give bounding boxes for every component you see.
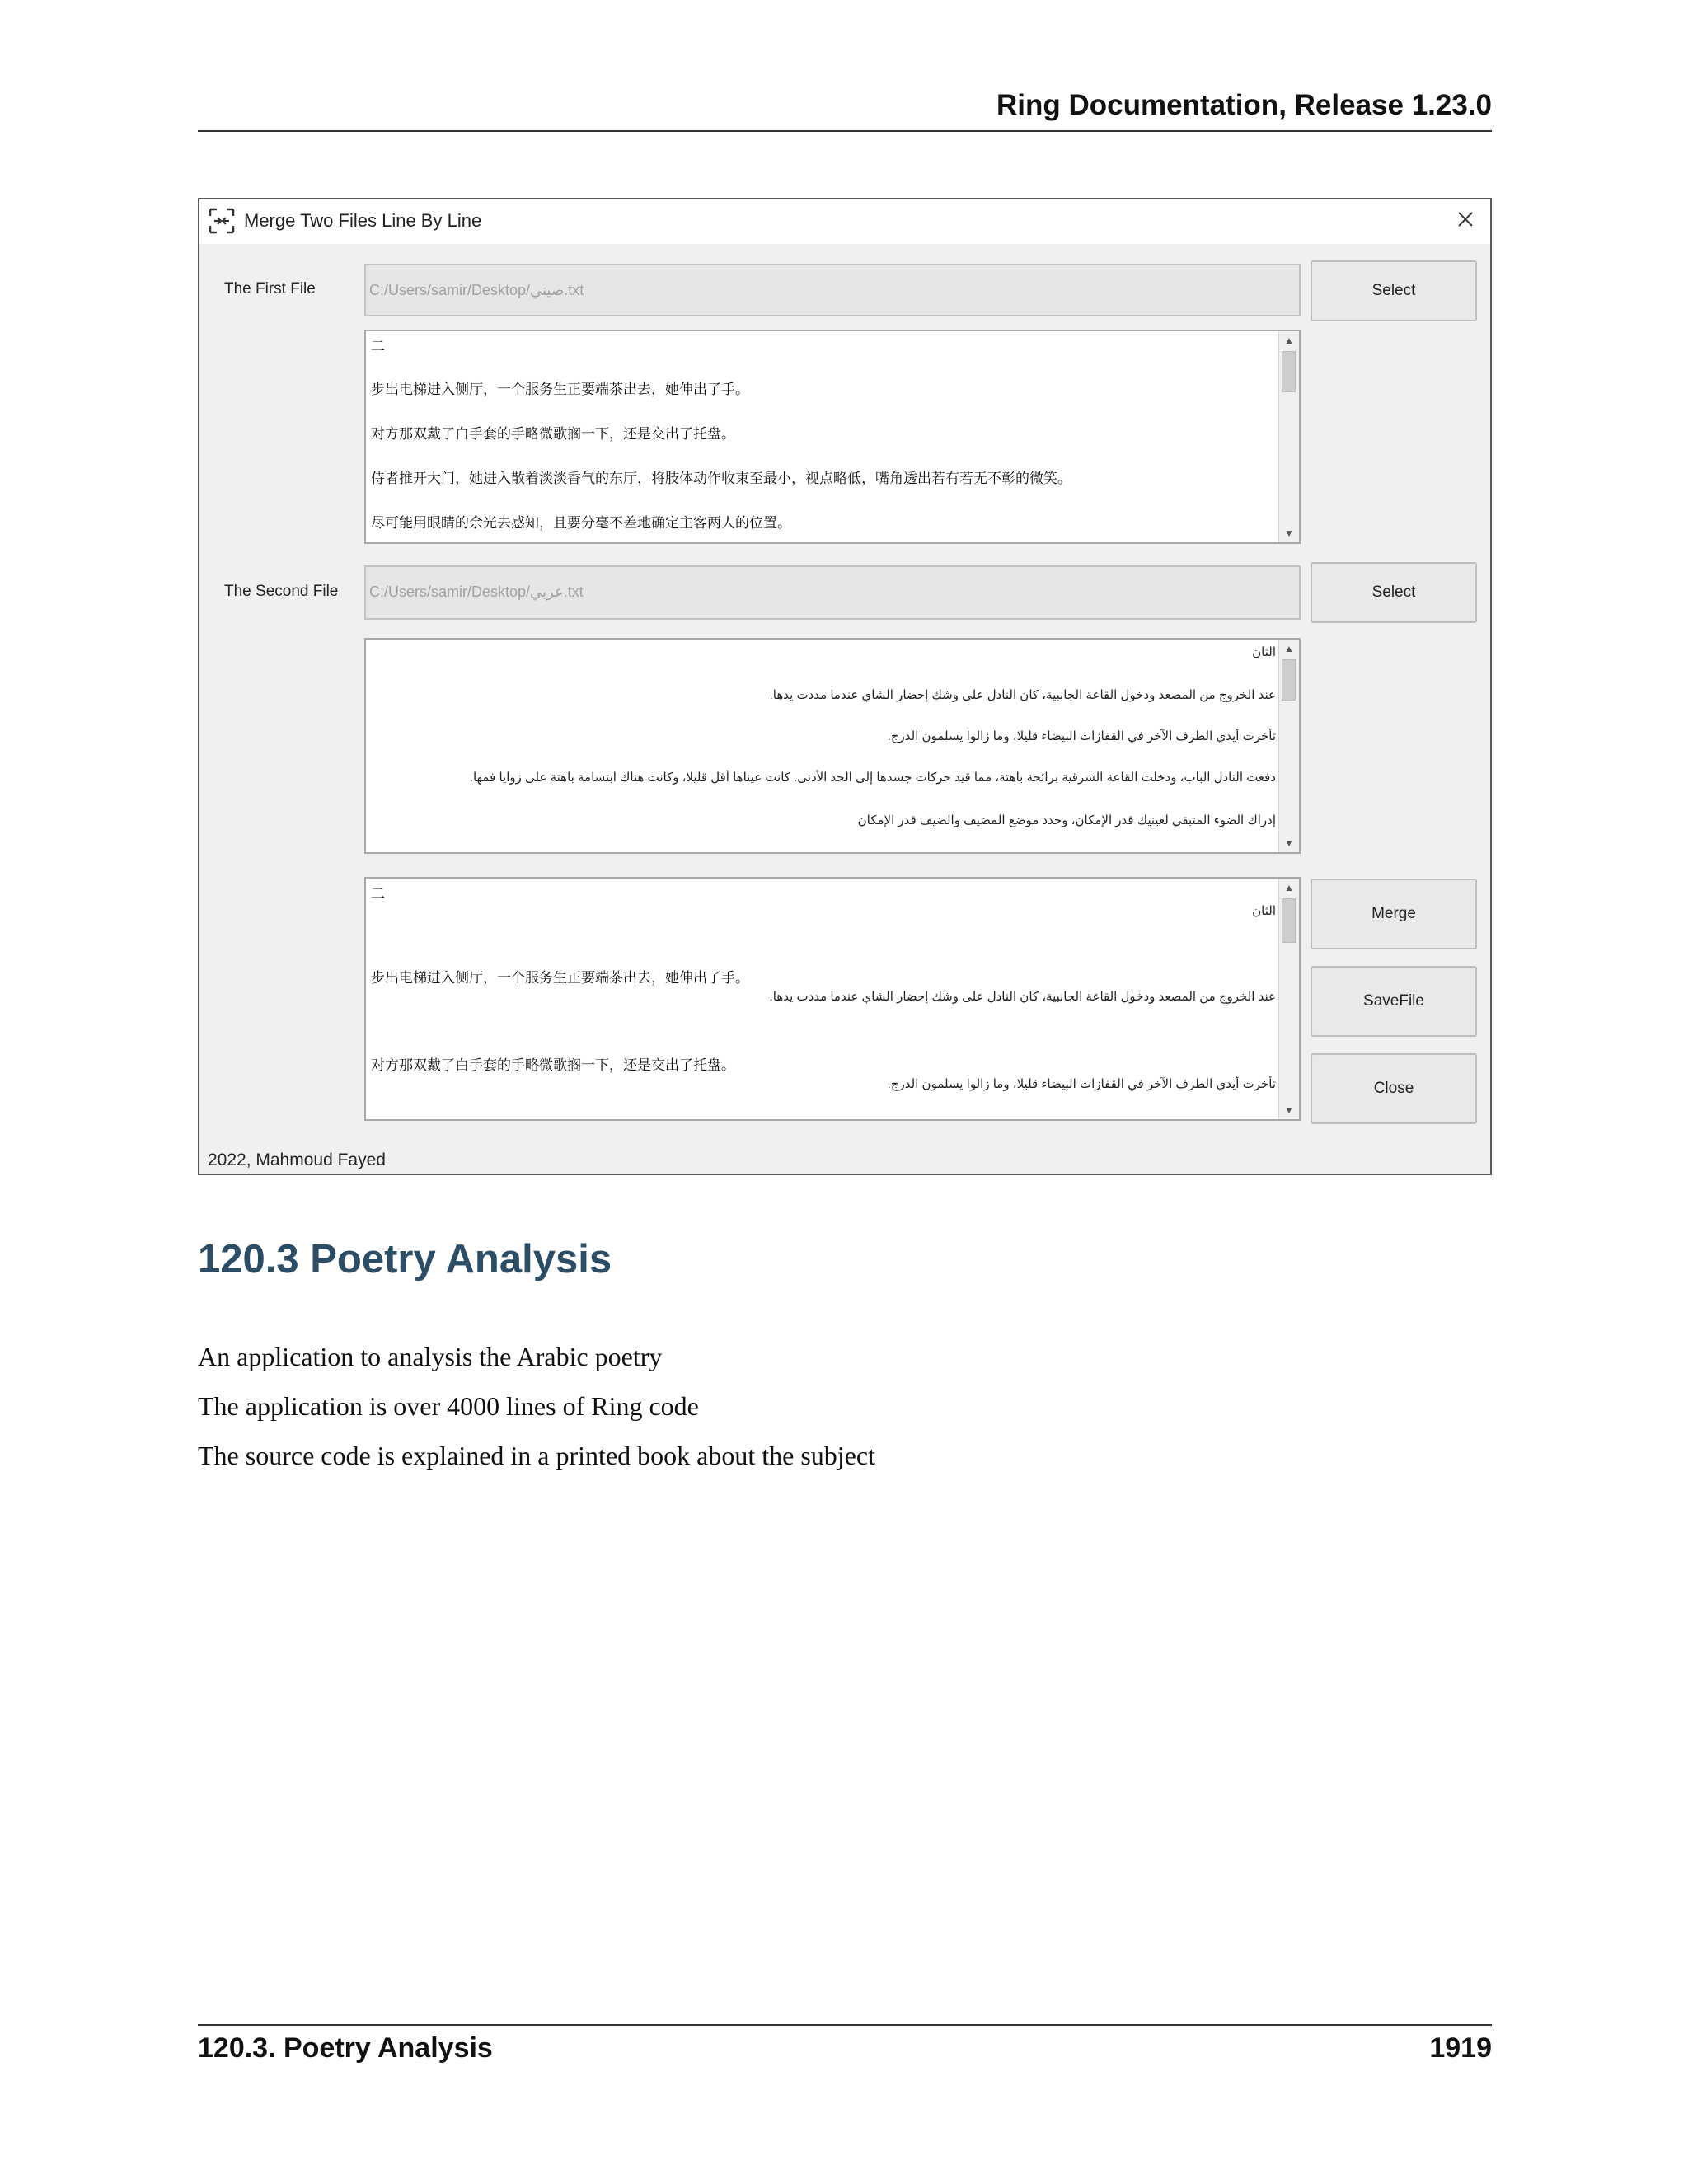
savefile-button[interactable]: SaveFile — [1311, 966, 1477, 1037]
credit-text: 2022, Mahmoud Fayed — [208, 1151, 386, 1169]
paragraph: The application is over 4000 lines of Ring code — [198, 1391, 699, 1421]
scroll-thumb[interactable] — [1282, 351, 1296, 392]
first-text-line: 对方那双戴了白手套的手略微歌搁一下，还是交出了托盘。 — [371, 426, 735, 442]
merged-text-line: تأخرت أيدي الطرف الآخر في القفازات البيضاء قليلا، وما زالوا يسلمون الدرج. — [887, 1077, 1276, 1091]
merged-textbox[interactable] — [364, 877, 1301, 1121]
second-select-button[interactable]: Select — [1311, 562, 1477, 623]
first-textbox-scrollbar[interactable] — [1278, 331, 1299, 542]
second-text-line: عند الخروج من المصعد ودخول القاعة الجانبية، كان النادل على وشك إحضار الشاي عندما مددت يدها. — [769, 688, 1276, 702]
scroll-up-arrow-icon[interactable]: ▲ — [1284, 335, 1294, 346]
second-file-textbox[interactable] — [364, 638, 1301, 854]
paragraph: An application to analysis the Arabic poetry — [198, 1342, 663, 1371]
scroll-down-arrow-icon[interactable]: ▼ — [1284, 1104, 1294, 1116]
first-text-line: 尽可能用眼睛的余光去感知，且要分毫不差地确定主客两人的位置。 — [371, 515, 791, 531]
second-textbox-scrollbar[interactable] — [1278, 640, 1299, 852]
title-bar — [199, 199, 1490, 244]
second-text-line: الثان — [1252, 645, 1276, 659]
second-text-line: تأخرت أيدي الطرف الآخر في القفازات البيضاء قليلا، وما زالوا يسلمون الدرج. — [887, 729, 1276, 743]
second-text-line: دفعت النادل الباب، ودخلت القاعة الشرقية برائحة باهتة، مما قيد حركات جسدها إلى الحد الأدنى. كانت عيناها أقل قليلا، وكانت هناك ابتسامة باهتة على زوايا فمها. — [469, 771, 1276, 785]
paragraph: The source code is explained in a printed book about the subject — [198, 1441, 875, 1470]
app-icon — [208, 207, 236, 235]
merged-text-line: الثان — [1252, 904, 1276, 918]
running-header: Ring Documentation, Release 1.23.0 — [996, 89, 1492, 121]
header-rule — [198, 130, 1492, 132]
scroll-up-arrow-icon[interactable]: ▲ — [1284, 882, 1294, 893]
merge-window — [198, 198, 1492, 1175]
first-file-label: The First File — [224, 280, 316, 298]
scroll-thumb[interactable] — [1282, 898, 1296, 943]
scroll-down-arrow-icon[interactable]: ▼ — [1284, 837, 1294, 849]
first-text-line: 二 — [371, 339, 385, 354]
merged-text-line: 步出电梯进入侧厅，一个服务生正要端茶出去，她伸出了手。 — [371, 970, 749, 986]
first-text-line: 步出电梯进入侧厅，一个服务生正要端茶出去，她伸出了手。 — [371, 382, 749, 397]
merged-text-line: 二 — [371, 886, 385, 902]
close-button[interactable]: Close — [1311, 1053, 1477, 1124]
scroll-up-arrow-icon[interactable]: ▲ — [1284, 643, 1294, 654]
merge-button[interactable]: Merge — [1311, 879, 1477, 949]
first-file-textbox[interactable] — [364, 330, 1301, 544]
merged-text-line: 对方那双戴了白手套的手略微歌搁一下，还是交出了托盘。 — [371, 1057, 735, 1073]
footer-rule — [198, 2024, 1492, 2026]
window-title: Merge Two Files Line By Line — [244, 210, 482, 231]
first-file-path-input[interactable]: C:/Users/samir/Desktop/صيني.txt — [364, 264, 1301, 316]
second-file-path-input[interactable]: C:/Users/samir/Desktop/عربي.txt — [364, 565, 1301, 620]
first-text-line: 侍者推开大门，她进入散着淡淡香气的东厅，将肢体动作收束至最小，视点略低，嘴角透出若有若无不彰的微笑。 — [371, 471, 1071, 486]
scroll-down-arrow-icon[interactable]: ▼ — [1284, 527, 1294, 539]
merged-textbox-scrollbar[interactable] — [1278, 879, 1299, 1119]
page-number: 1919 — [1429, 2032, 1492, 2064]
second-text-line: إدراك الضوء المتبقي لعينيك قدر الإمكان، وحدد موضع المضيف والضيف قدر الإمكان — [857, 813, 1276, 827]
section-heading: 120.3 Poetry Analysis — [198, 1237, 612, 1282]
close-window-icon[interactable] — [1452, 206, 1479, 232]
second-file-label: The Second File — [224, 583, 339, 600]
merged-text-line: عند الخروج من المصعد ودخول القاعة الجانبية، كان النادل على وشك إحضار الشاي عندما مددت يدها. — [769, 990, 1276, 1004]
first-select-button[interactable]: Select — [1311, 260, 1477, 321]
scroll-thumb[interactable] — [1282, 659, 1296, 701]
footer-section: 120.3. Poetry Analysis — [198, 2032, 493, 2064]
